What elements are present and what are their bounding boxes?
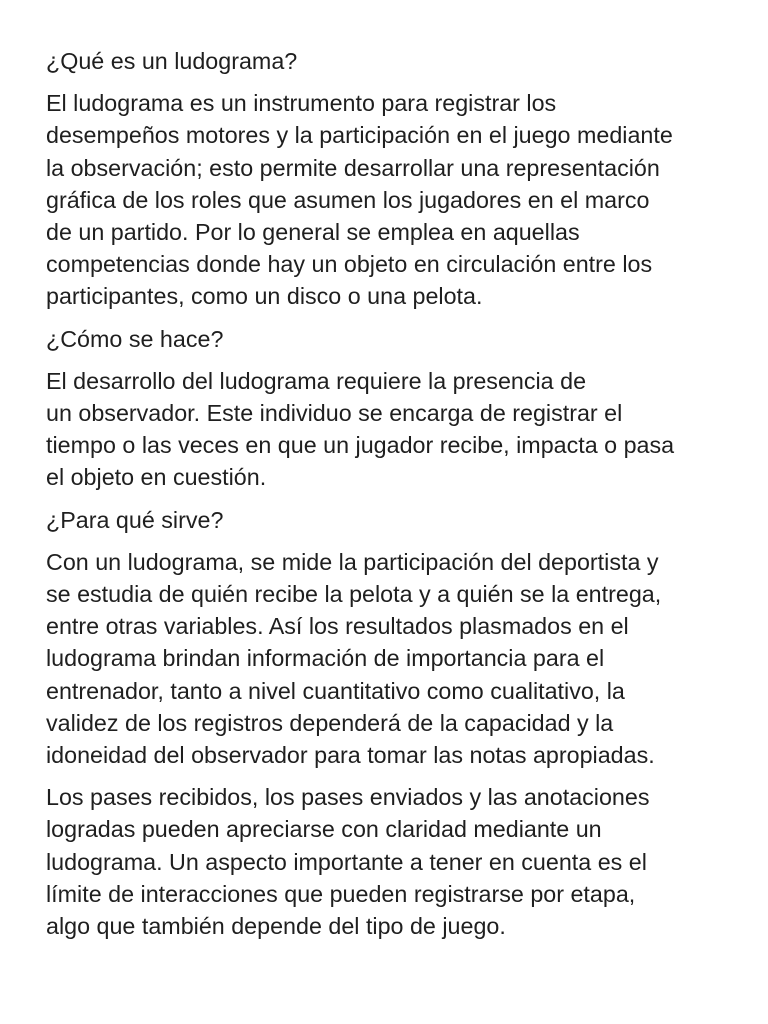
paragraph-procedure [46,365,728,494]
text-line: El desarrollo del ludograma requiere la presencia de [46,367,587,394]
text-line: límite de interacciones que pueden registrarse por etapa, [46,880,636,907]
text-line: tiempo o las veces en que un jugador recibe, impacta o pasa [46,432,675,459]
text-line: logradas pueden apreciarse con claridad mediante un [46,816,602,843]
text-line: participantes, como un disco o una pelota. [46,283,483,310]
text-line: la observación; esto permite desarrollar una representación [46,154,660,181]
section-heading-como-se-hace: ¿Cómo se hace? [46,325,224,352]
paragraph-passes [46,781,728,942]
section-heading-para-que-sirve: ¿Para qué sirve? [46,506,224,533]
text-line: entrenador, tanto a nivel cuantitativo como cualitativo, la [46,677,625,704]
text-line: ludograma brindan información de importancia para el [46,645,605,672]
text-line: de un partido. Por lo general se emplea en aquellas [46,219,580,246]
text-line: desempeños motores y la participación en el juego mediante [46,122,673,149]
text-line: idoneidad del observador para tomar las notas apropiadas. [46,742,655,769]
paragraph-definition [46,87,728,312]
text-line: un observador. Este individuo se encarga de registrar el [46,400,623,427]
text-line: el objeto en cuestión. [46,464,267,491]
text-line: El ludograma es un instrumento para registrar los [46,90,557,117]
paragraph-purpose [46,546,728,771]
text-line: algo que también depende del tipo de juego. [46,913,506,940]
text-line: gráfica de los roles que asumen los jugadores en el marco [46,186,650,213]
text-line: Con un ludograma, se mide la participación del deportista y [46,548,659,575]
text-line: se estudia de quién recibe la pelota y a quién se la entrega, [46,581,662,608]
text-line: validez de los registros dependerá de la capacidad y la [46,709,614,736]
text-line: competencias donde hay un objeto en circulación entre los [46,251,653,278]
text-line: entre otras variables. Así los resultados plasmados en el [46,613,629,640]
text-line: ludograma. Un aspecto importante a tener en cuenta es el [46,848,647,875]
text-line: Los pases recibidos, los pases enviados y las anotaciones [46,784,650,811]
section-heading-que-es: ¿Qué es un ludograma? [46,48,298,74]
